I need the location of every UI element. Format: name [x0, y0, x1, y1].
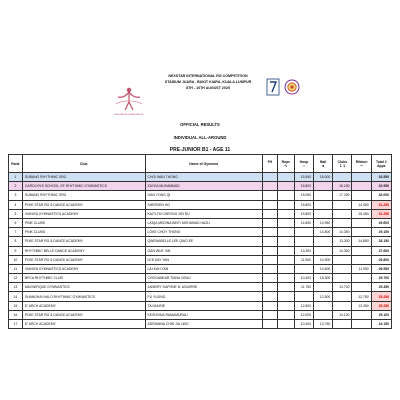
cell-total: 28.150	[371, 237, 391, 246]
cell-fh	[262, 320, 277, 329]
cell-clubs	[333, 218, 352, 227]
col-ball: Ball ●	[314, 155, 333, 173]
cell-fh	[262, 274, 277, 283]
table-row	[9, 264, 392, 273]
cell-ball	[314, 283, 333, 292]
cell-ribbon: 12.450	[352, 301, 371, 310]
cell-rope	[277, 191, 294, 200]
cell-ribbon	[352, 173, 371, 182]
table-row	[9, 191, 392, 200]
cell-name: GAN WUE XIN	[145, 246, 262, 255]
cell-ribbon	[352, 255, 371, 264]
cell-rope	[277, 283, 294, 292]
cell-ball	[314, 182, 333, 191]
cell-clubs	[333, 255, 352, 264]
cell-ball: 14.950	[314, 218, 333, 227]
partner-logos-icon	[266, 78, 300, 98]
cell-ribbon: 11.950	[352, 264, 371, 273]
rope-icon: ∿	[284, 162, 288, 168]
table-row	[9, 182, 392, 191]
cell-ball	[314, 310, 333, 319]
cell-name: LAIQA MEDINA BINTI MOHAMAD HAZLI	[145, 218, 262, 227]
cell-clubs	[333, 292, 352, 301]
cell-fh	[262, 264, 277, 273]
cell-club: PINK CLUBS	[22, 228, 145, 237]
results-table	[8, 154, 392, 329]
col-ribbon: Ribbon ∽	[352, 155, 371, 173]
cell-rank: 7	[9, 228, 23, 237]
event-label: INDIVIDUAL ALL-AROUND	[173, 135, 227, 140]
cell-name: SHERVEN HO	[145, 200, 262, 209]
cell-hoop: 12.600	[294, 301, 313, 310]
table-row	[9, 274, 392, 283]
free-hand-icon	[269, 164, 270, 168]
cell-name: LOKE CHOY THONG	[145, 228, 262, 237]
cell-rope	[277, 301, 294, 310]
cell-ball	[314, 301, 333, 310]
cell-club: SUBANG RHYTHMIC SRG	[22, 191, 145, 200]
cell-hoop: 15.800	[294, 209, 313, 218]
cell-club: PIXIE STAR RG & DANCE ACADEMY	[22, 200, 145, 209]
cell-hoop: 11.900	[294, 255, 313, 264]
cell-hoop: 15.800	[294, 200, 313, 209]
cell-rope	[277, 200, 294, 209]
col-clubs: Clubs ⇂⇂	[333, 155, 352, 173]
sponsor-logos	[266, 78, 300, 98]
cell-fh	[262, 255, 277, 264]
cell-fh	[262, 191, 277, 200]
title-line-2: STADIUM JUARA , BUKIT KIARA ,KUALA LUMPUR	[164, 79, 252, 84]
cell-name: FU YUJING	[145, 292, 262, 301]
cell-club: RHYTHMIC BELLE DANCE ACADEMY	[22, 246, 145, 255]
cell-clubs	[333, 264, 352, 273]
table-row	[9, 228, 392, 237]
cell-ribbon: 12.750	[352, 292, 371, 301]
cell-rank: 6	[9, 218, 23, 227]
title-line-1: NEXSTAR INTERNATIONAL RG COMPETITION	[168, 74, 248, 78]
cell-fh	[262, 182, 277, 191]
cell-name: JANEIRY DAPHNE B. AGUIRRE	[145, 283, 262, 292]
cell-total: 29.150	[371, 228, 391, 237]
cell-total: 31.250	[371, 209, 391, 218]
cell-rank: 11	[9, 264, 23, 273]
cell-hoop: 11.750	[294, 283, 313, 292]
col-club: Club	[22, 155, 145, 173]
cell-name: CHOI WAN THONG	[145, 173, 262, 182]
category-title: PRE-JUNIOR B1 - AGE 11	[169, 147, 231, 153]
logo-caption: NEXSTAR INTERNATIONAL RG	[114, 114, 144, 116]
cell-total: 26.800	[371, 255, 391, 264]
results-body	[9, 173, 392, 329]
cell-name: LAI KAH YAN	[145, 264, 262, 273]
cell-total: 25.450	[371, 283, 391, 292]
cell-ball	[314, 209, 333, 218]
cell-rope	[277, 182, 294, 191]
cell-total: 32.000	[371, 191, 391, 200]
cell-rope	[277, 320, 294, 329]
cell-rope	[277, 218, 294, 227]
cell-hoop: 13.300	[294, 246, 313, 255]
cell-hoop: 14.650	[294, 218, 313, 227]
cell-club: SUBANG RHYTHMIC SRG	[22, 173, 145, 182]
col-total: Total 2 Apps	[371, 155, 391, 173]
cell-ball: 14.900	[314, 255, 333, 264]
cell-ribbon	[352, 191, 371, 200]
cell-ribbon	[352, 246, 371, 255]
cell-rope	[277, 310, 294, 319]
cell-ribbon	[352, 310, 371, 319]
cell-total: 26.550	[371, 264, 391, 273]
cell-clubs	[333, 274, 352, 283]
cell-club: D' ARCH ACADEMY	[22, 301, 145, 310]
cell-total: 27.600	[371, 246, 391, 255]
cell-name: QWENABELLE LEE QIAO EE	[145, 237, 262, 246]
cell-total: 25.250	[371, 292, 391, 301]
ribbon-icon: ∽	[359, 162, 364, 168]
cell-club: SHANGHAI HALO RHYTHMIC GYMNASTICS	[22, 292, 145, 301]
clubs-icon: ⇂⇂	[339, 162, 346, 168]
cell-clubs	[333, 173, 352, 182]
cell-club: MAGNIFIQUE GYMNASTICS	[22, 283, 145, 292]
cell-rope	[277, 237, 294, 246]
cell-hoop	[294, 292, 313, 301]
cell-ball: 14.600	[314, 264, 333, 273]
table-row	[9, 209, 392, 218]
cell-ribbon	[352, 283, 371, 292]
cell-club: D' ARCH ACADEMY	[22, 320, 145, 329]
cell-clubs: 13.100	[333, 310, 352, 319]
cell-hoop	[294, 228, 313, 237]
cell-fh	[262, 218, 277, 227]
title-line-3: 8TH - 10TH AUGUST 2025	[186, 85, 230, 90]
cell-hoop: 15.550	[294, 173, 313, 182]
table-row	[9, 255, 392, 264]
cell-total: 25.250	[371, 301, 391, 310]
table-row	[9, 218, 392, 227]
cell-ribbon	[352, 320, 371, 329]
cell-clubs	[333, 320, 352, 329]
cell-ribbon	[352, 274, 371, 283]
cell-rope	[277, 246, 294, 255]
cell-name: ZAYDA MUHAMMAD	[145, 182, 262, 191]
cell-fh	[262, 310, 277, 319]
table-row	[9, 301, 392, 310]
col-hoop: Hoop ○	[294, 155, 313, 173]
cell-clubs: 14.300	[333, 246, 352, 255]
col-fh: FH	[262, 155, 277, 173]
cell-ball: 12.500	[314, 292, 333, 301]
cell-ribbon: 14.850	[352, 237, 371, 246]
cell-hoop: 12.000	[294, 310, 313, 319]
cell-rank: 8	[9, 237, 23, 246]
cell-ribbon	[352, 182, 371, 191]
cell-clubs	[333, 209, 352, 218]
table-row	[9, 310, 392, 319]
cell-rank: 10	[9, 255, 23, 264]
cell-fh	[262, 228, 277, 237]
cell-fh	[262, 283, 277, 292]
cell-club: VIANIYA GYMNASTICS ACADEMY	[22, 264, 145, 273]
cell-ribbon	[352, 228, 371, 237]
table-row	[9, 173, 392, 182]
cell-rope	[277, 255, 294, 264]
cell-ball: 14.800	[314, 228, 333, 237]
cell-club: PIXIE STAR RG & DANCE ACADEMY	[22, 237, 145, 246]
table-row	[9, 292, 392, 301]
cell-fh	[262, 209, 277, 218]
cell-fh	[262, 200, 277, 209]
cell-total: 25.700	[371, 274, 391, 283]
cell-fh	[262, 246, 277, 255]
cell-rank: 2	[9, 182, 23, 191]
cell-rank: 13	[9, 283, 23, 292]
col-rank: Rank	[9, 155, 23, 173]
cell-total: 24.150	[371, 320, 391, 329]
cell-hoop: 15.050	[294, 191, 313, 200]
cell-club: PIXIE STAR RG & DANCE ACADEMY	[22, 310, 145, 319]
cell-rank: 14	[9, 292, 23, 301]
table-header-row	[9, 155, 392, 173]
cell-rank: 9	[9, 246, 23, 255]
cell-rope	[277, 173, 294, 182]
cell-rank: 4	[9, 200, 23, 209]
cell-name: CHOOANKAR TIANA VIRAJ	[145, 274, 262, 283]
cell-hoop: 10.400	[294, 274, 313, 283]
cell-rank: 17	[9, 320, 23, 329]
cell-ribbon	[352, 218, 371, 227]
cell-ball	[314, 246, 333, 255]
cell-fh	[262, 301, 277, 310]
cell-ball: 15.300	[314, 274, 333, 283]
cell-rope	[277, 274, 294, 283]
cell-rank: 15	[9, 301, 23, 310]
cell-clubs: 16.150	[333, 182, 352, 191]
ball-icon: ●	[321, 162, 325, 168]
table-row	[9, 320, 392, 329]
hoop-icon: ○	[302, 162, 306, 168]
cell-clubs: 17.250	[333, 191, 352, 200]
gymnast-logo-icon	[112, 80, 146, 114]
competition-title	[150, 74, 266, 91]
cell-clubs: 14.350	[333, 228, 352, 237]
cell-total: 32.950	[371, 182, 391, 191]
cell-ribbon: 15.450	[352, 209, 371, 218]
cell-hoop	[294, 237, 313, 246]
cell-rank: 5	[9, 209, 23, 218]
cell-rope	[277, 264, 294, 273]
cell-rope	[277, 228, 294, 237]
cell-hoop: 10.400	[294, 320, 313, 329]
cell-rope	[277, 292, 294, 301]
competition-logo	[112, 80, 146, 114]
cell-total: 25.100	[371, 310, 391, 319]
cell-name: TAI MAISIE	[145, 301, 262, 310]
table-row	[9, 246, 392, 255]
cell-ball	[314, 200, 333, 209]
official-results-label: OFFICIAL RESULTS	[180, 122, 220, 127]
cell-name: ADRIANNA CHIN JIA LING	[145, 320, 262, 329]
cell-fh	[262, 292, 277, 301]
col-gymnast: Name of Gymnast	[145, 155, 262, 173]
cell-club: BPCA RHYTHMIC CLUB	[22, 274, 145, 283]
cell-hoop: 16.800	[294, 182, 313, 191]
cell-ball: 18.000	[314, 173, 333, 182]
cell-ribbon: 14.450	[352, 200, 371, 209]
results-header	[0, 72, 400, 124]
cell-rank: 3	[9, 191, 23, 200]
cell-ball	[314, 191, 333, 200]
cell-fh	[262, 173, 277, 182]
cell-hoop	[294, 264, 313, 273]
cell-ball	[314, 237, 333, 246]
table-row	[9, 283, 392, 292]
cell-rope	[277, 209, 294, 218]
cell-rank: 12	[9, 274, 23, 283]
cell-fh	[262, 237, 277, 246]
cell-rank: 16	[9, 310, 23, 319]
cell-total: 31.250	[371, 200, 391, 209]
cell-clubs: 13.300	[333, 237, 352, 246]
table-row	[9, 200, 392, 209]
cell-clubs	[333, 200, 352, 209]
cell-ball: 13.750	[314, 320, 333, 329]
cell-name: KESHVINA RAMAMURALI	[145, 310, 262, 319]
cell-clubs	[333, 301, 352, 310]
cell-name: LEE KAY YAN	[145, 255, 262, 264]
cell-name: KAITLYN CHEONG XIN RU	[145, 209, 262, 218]
cell-clubs: 13.700	[333, 283, 352, 292]
cell-rank: 1	[9, 173, 23, 182]
cell-total: 29.600	[371, 218, 391, 227]
cell-club: CAROLYN'S SCHOOL OF RHYTHMIC GYMNASTICS	[22, 182, 145, 191]
cell-name: GAN YONG QI	[145, 191, 262, 200]
cell-club: PINK CLUBS	[22, 218, 145, 227]
cell-club: PIXIE STAR RG & DANCE ACADEMY	[22, 255, 145, 264]
col-rope: Rope ∿	[277, 155, 294, 173]
cell-total: 33.550	[371, 173, 391, 182]
table-row	[9, 237, 392, 246]
cell-club: VIANIYA GYMNASTICS ACADEMY	[22, 209, 145, 218]
